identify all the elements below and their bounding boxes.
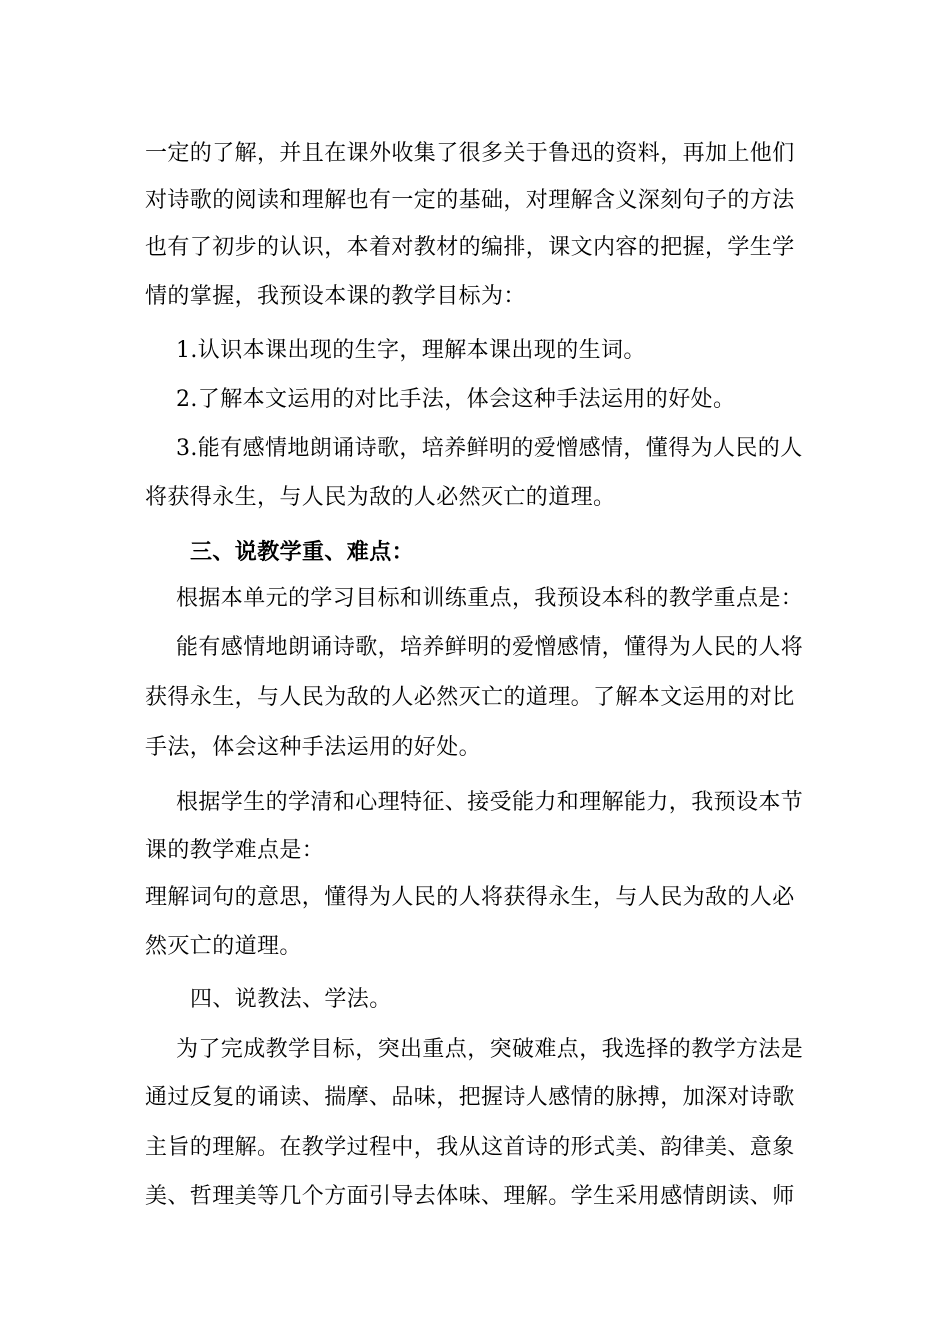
paragraph-line: 课的教学难点是：: [145, 838, 325, 863]
paragraph-line: 主旨的理解。在教学过程中，我从这首诗的形式美、韵律美、意象: [145, 1135, 795, 1160]
paragraph-line: 通过反复的诵读、揣摩、品味，把握诗人感情的脉搏，加深对诗歌: [145, 1085, 795, 1110]
section-heading-3: 三、说教学重、难点：: [190, 539, 415, 565]
paragraph-line: 一定的了解，并且在课外收集了很多关于鲁迅的资料，再加上他们: [145, 141, 795, 166]
paragraph-line: 根据学生的学清和心理特征、接受能力和理解能力，我预设本节: [176, 790, 804, 815]
list-item-3: 3.能有感情地朗诵诗歌，培养鲜明的爱憎感情，懂得为人民的人: [176, 436, 803, 461]
paragraph-line: 能有感情地朗诵诗歌，培养鲜明的爱憎感情，懂得为人民的人将: [176, 635, 804, 660]
paragraph-line: 获得永生，与人民为敌的人必然灭亡的道理。了解本文运用的对比: [145, 685, 795, 710]
paragraph-line: 理解词句的意思，懂得为人民的人将获得永生，与人民为敌的人必: [145, 885, 795, 910]
paragraph-line: 根据本单元的学习目标和训练重点，我预设本科的教学重点是：: [176, 586, 804, 611]
paragraph-line: 美、哲理美等几个方面引导去体味、理解。学生采用感情朗读、师: [145, 1184, 795, 1209]
paragraph-line: 情的掌握，我预设本课的教学目标为：: [145, 284, 526, 309]
list-item-2: 2.了解本文运用的对比手法，体会这种手法运用的好处。: [176, 387, 736, 412]
paragraph-line: 也有了初步的认识，本着对教材的编排，课文内容的把握，学生学: [145, 235, 795, 260]
section-heading-4: 四、说教法、学法。: [190, 987, 392, 1012]
paragraph-line: 手法，体会这种手法运用的好处。: [145, 735, 482, 760]
list-item-1: 1.认识本课出现的生字，理解本课出现的生词。: [176, 338, 646, 363]
paragraph-line: 将获得永生，与人民为敌的人必然灭亡的道理。: [145, 485, 616, 510]
paragraph-line: 为了完成教学目标，突出重点，突破难点，我选择的教学方法是: [176, 1037, 804, 1062]
paragraph-line: 然灭亡的道理。: [145, 934, 302, 959]
paragraph-line: 对诗歌的阅读和理解也有一定的基础，对理解含义深刻句子的方法: [145, 188, 795, 213]
